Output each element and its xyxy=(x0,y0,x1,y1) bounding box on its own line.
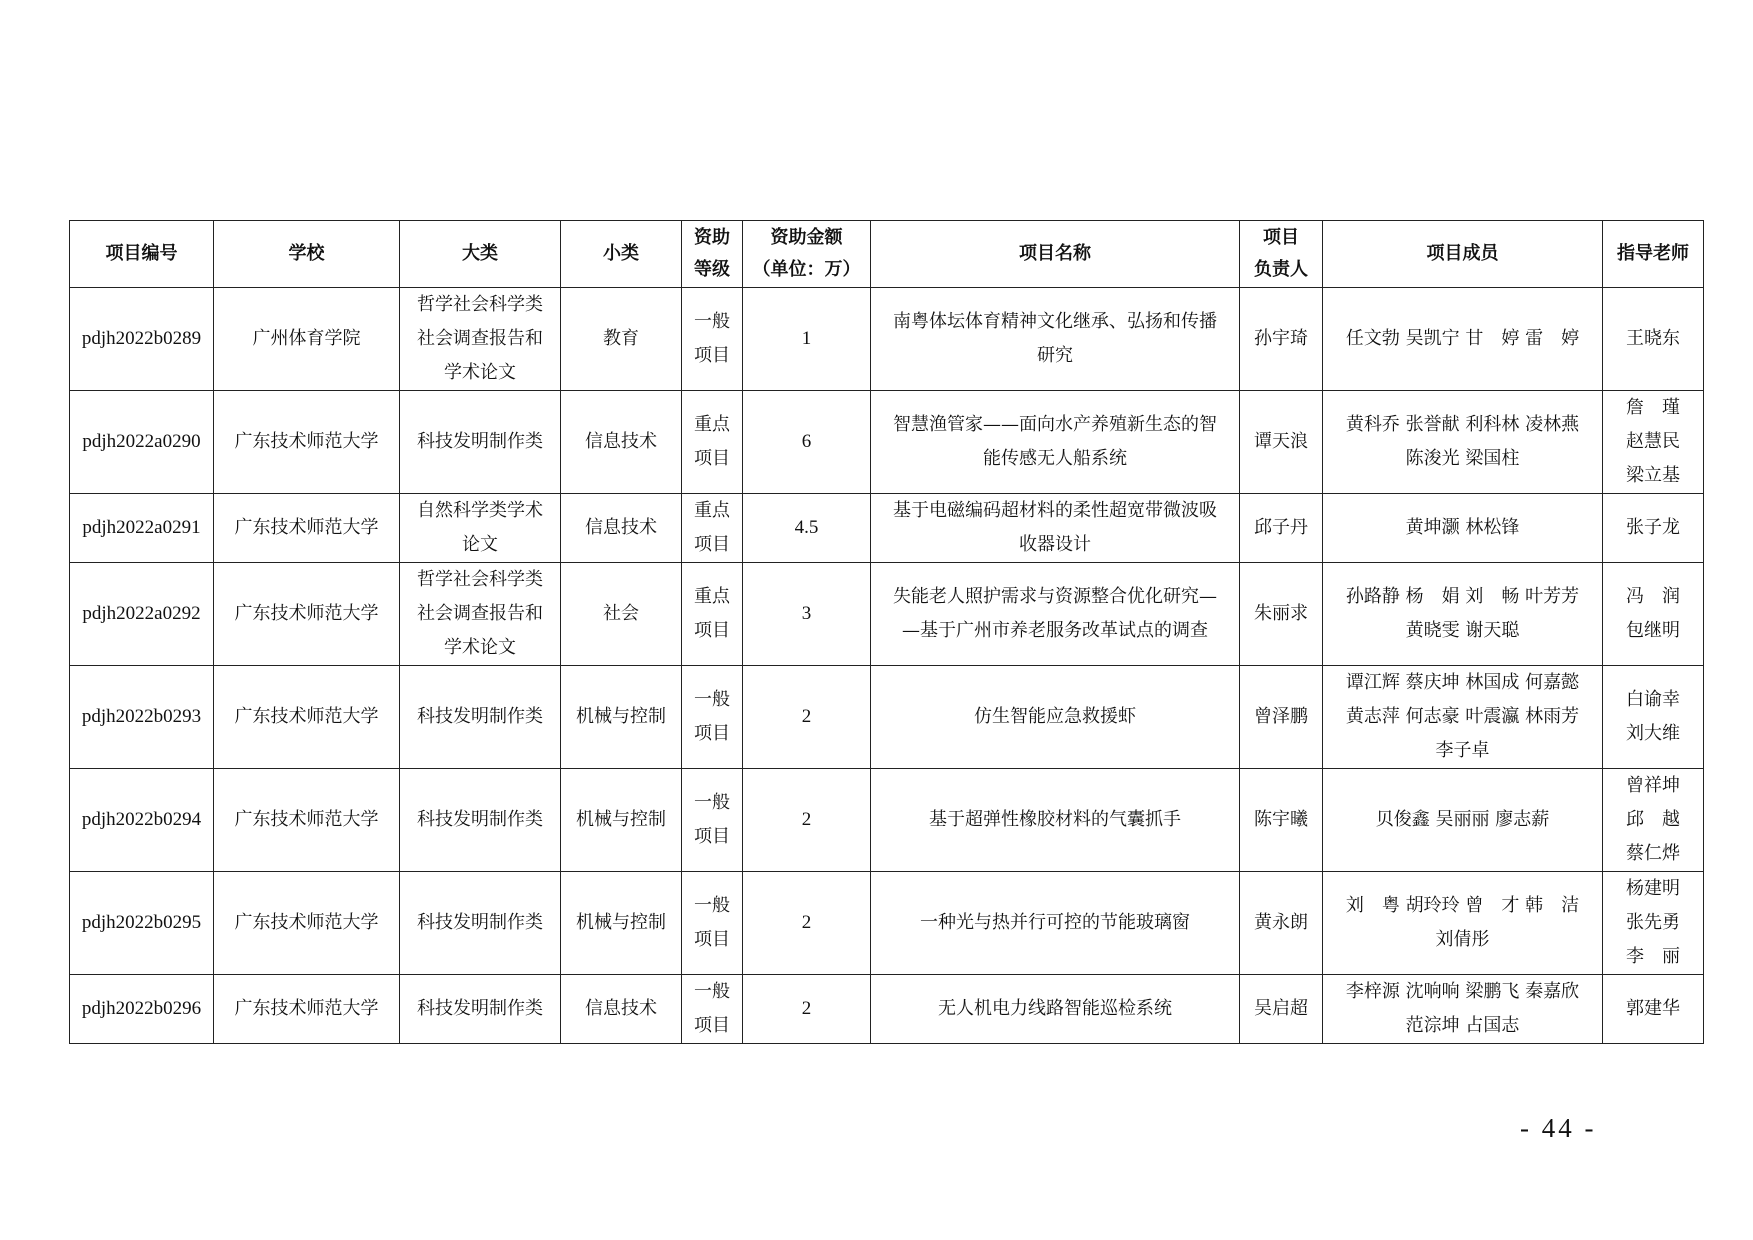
cell-code: pdjh2022b0296 xyxy=(70,975,214,1044)
table-row xyxy=(70,769,1704,872)
header-amount: 资助金额 （单位：万） xyxy=(743,221,871,288)
cell-level: 一般 项目 xyxy=(682,769,743,872)
cell-minor: 信息技术 xyxy=(561,391,682,494)
table-row xyxy=(70,391,1704,494)
table-row xyxy=(70,288,1704,391)
cell-leader: 曾泽鹏 xyxy=(1240,666,1323,769)
cell-advisor: 曾祥坤 邱 越 蔡仁烨 xyxy=(1603,769,1704,872)
cell-minor: 社会 xyxy=(561,563,682,666)
cell-leader: 邱子丹 xyxy=(1240,494,1323,563)
cell-code: pdjh2022b0289 xyxy=(70,288,214,391)
cell-major: 科技发明制作类 xyxy=(400,975,561,1044)
cell-members: 黄科乔 张誉献 利科林 凌林燕 陈浚光 梁国柱 xyxy=(1323,391,1603,494)
cell-project-name: 仿生智能应急救援虾 xyxy=(871,666,1240,769)
table-row xyxy=(70,975,1704,1044)
cell-level: 重点 项目 xyxy=(682,563,743,666)
header-major: 大类 xyxy=(400,221,561,288)
cell-leader: 孙宇琦 xyxy=(1240,288,1323,391)
cell-leader: 朱丽求 xyxy=(1240,563,1323,666)
table-row xyxy=(70,872,1704,975)
cell-members: 谭江辉 蔡庆坤 林国成 何嘉懿 黄志萍 何志豪 叶震瀛 林雨芳 李子卓 xyxy=(1323,666,1603,769)
cell-amount: 3 xyxy=(743,563,871,666)
cell-amount: 2 xyxy=(743,769,871,872)
header-name: 项目名称 xyxy=(871,221,1240,288)
cell-level: 一般 项目 xyxy=(682,666,743,769)
cell-school: 广东技术师范大学 xyxy=(214,769,400,872)
cell-school: 广东技术师范大学 xyxy=(214,563,400,666)
cell-amount: 6 xyxy=(743,391,871,494)
cell-major: 自然科学类学术 论文 xyxy=(400,494,561,563)
header-members: 项目成员 xyxy=(1323,221,1603,288)
cell-code: pdjh2022b0294 xyxy=(70,769,214,872)
cell-project-name: 一种光与热并行可控的节能玻璃窗 xyxy=(871,872,1240,975)
cell-advisor: 张子龙 xyxy=(1603,494,1704,563)
cell-members: 李梓源 沈响响 梁鹏飞 秦嘉欣 范淙坤 占国志 xyxy=(1323,975,1603,1044)
cell-project-name: 失能老人照护需求与资源整合优化研究— —基于广州市养老服务改革试点的调查 xyxy=(871,563,1240,666)
cell-level: 一般 项目 xyxy=(682,288,743,391)
cell-leader: 谭天浪 xyxy=(1240,391,1323,494)
cell-members: 孙路静 杨 娟 刘 畅 叶芳芳 黄晓雯 谢天聪 xyxy=(1323,563,1603,666)
header-minor: 小类 xyxy=(561,221,682,288)
cell-leader: 黄永朗 xyxy=(1240,872,1323,975)
cell-members: 黄坤灏 林松锋 xyxy=(1323,494,1603,563)
cell-code: pdjh2022a0290 xyxy=(70,391,214,494)
header-school: 学校 xyxy=(214,221,400,288)
cell-advisor: 詹 瑾 赵慧民 梁立基 xyxy=(1603,391,1704,494)
cell-advisor: 杨建明 张先勇 李 丽 xyxy=(1603,872,1704,975)
header-code: 项目编号 xyxy=(70,221,214,288)
cell-level: 一般 项目 xyxy=(682,872,743,975)
cell-level: 重点 项目 xyxy=(682,391,743,494)
cell-amount: 2 xyxy=(743,872,871,975)
cell-minor: 教育 xyxy=(561,288,682,391)
cell-school: 广东技术师范大学 xyxy=(214,666,400,769)
cell-school: 广东技术师范大学 xyxy=(214,975,400,1044)
cell-school: 广东技术师范大学 xyxy=(214,872,400,975)
cell-members: 贝俊鑫 吴丽丽 廖志薪 xyxy=(1323,769,1603,872)
cell-major: 科技发明制作类 xyxy=(400,872,561,975)
cell-minor: 机械与控制 xyxy=(561,769,682,872)
header-row xyxy=(70,221,1704,288)
cell-major: 哲学社会科学类 社会调查报告和 学术论文 xyxy=(400,563,561,666)
cell-leader: 陈宇曦 xyxy=(1240,769,1323,872)
header-advisor: 指导老师 xyxy=(1603,221,1704,288)
cell-leader: 吴启超 xyxy=(1240,975,1323,1044)
cell-members: 刘 粤 胡玲玲 曾 才 韩 洁 刘倩彤 xyxy=(1323,872,1603,975)
cell-advisor: 冯 润 包继明 xyxy=(1603,563,1704,666)
cell-project-name: 基于电磁编码超材料的柔性超宽带微波吸 收器设计 xyxy=(871,494,1240,563)
cell-code: pdjh2022b0295 xyxy=(70,872,214,975)
header-leader: 项目 负责人 xyxy=(1240,221,1323,288)
cell-amount: 2 xyxy=(743,975,871,1044)
cell-major: 科技发明制作类 xyxy=(400,666,561,769)
cell-minor: 机械与控制 xyxy=(561,666,682,769)
cell-project-name: 南粤体坛体育精神文化继承、弘扬和传播 研究 xyxy=(871,288,1240,391)
cell-major: 科技发明制作类 xyxy=(400,391,561,494)
cell-members: 任文勃 吴凯宁 甘 婷 雷 婷 xyxy=(1323,288,1603,391)
project-table xyxy=(69,220,1704,1044)
cell-major: 科技发明制作类 xyxy=(400,769,561,872)
cell-level: 一般 项目 xyxy=(682,975,743,1044)
cell-minor: 信息技术 xyxy=(561,975,682,1044)
cell-project-name: 智慧渔管家——面向水产养殖新生态的智 能传感无人船系统 xyxy=(871,391,1240,494)
cell-minor: 机械与控制 xyxy=(561,872,682,975)
cell-code: pdjh2022b0293 xyxy=(70,666,214,769)
cell-advisor: 郭建华 xyxy=(1603,975,1704,1044)
table-row xyxy=(70,563,1704,666)
cell-minor: 信息技术 xyxy=(561,494,682,563)
cell-school: 广州体育学院 xyxy=(214,288,400,391)
table-body xyxy=(70,288,1704,1044)
cell-amount: 2 xyxy=(743,666,871,769)
table-row xyxy=(70,494,1704,563)
header-level: 资助 等级 xyxy=(682,221,743,288)
cell-code: pdjh2022a0291 xyxy=(70,494,214,563)
cell-amount: 1 xyxy=(743,288,871,391)
cell-advisor: 白谕幸 刘大维 xyxy=(1603,666,1704,769)
cell-school: 广东技术师范大学 xyxy=(214,391,400,494)
cell-project-name: 无人机电力线路智能巡检系统 xyxy=(871,975,1240,1044)
cell-level: 重点 项目 xyxy=(682,494,743,563)
cell-major: 哲学社会科学类 社会调查报告和 学术论文 xyxy=(400,288,561,391)
cell-school: 广东技术师范大学 xyxy=(214,494,400,563)
cell-amount: 4.5 xyxy=(743,494,871,563)
page-number: - 44 - xyxy=(1520,1113,1597,1143)
cell-project-name: 基于超弹性橡胶材料的气囊抓手 xyxy=(871,769,1240,872)
cell-advisor: 王晓东 xyxy=(1603,288,1704,391)
table-row xyxy=(70,666,1704,769)
cell-code: pdjh2022a0292 xyxy=(70,563,214,666)
